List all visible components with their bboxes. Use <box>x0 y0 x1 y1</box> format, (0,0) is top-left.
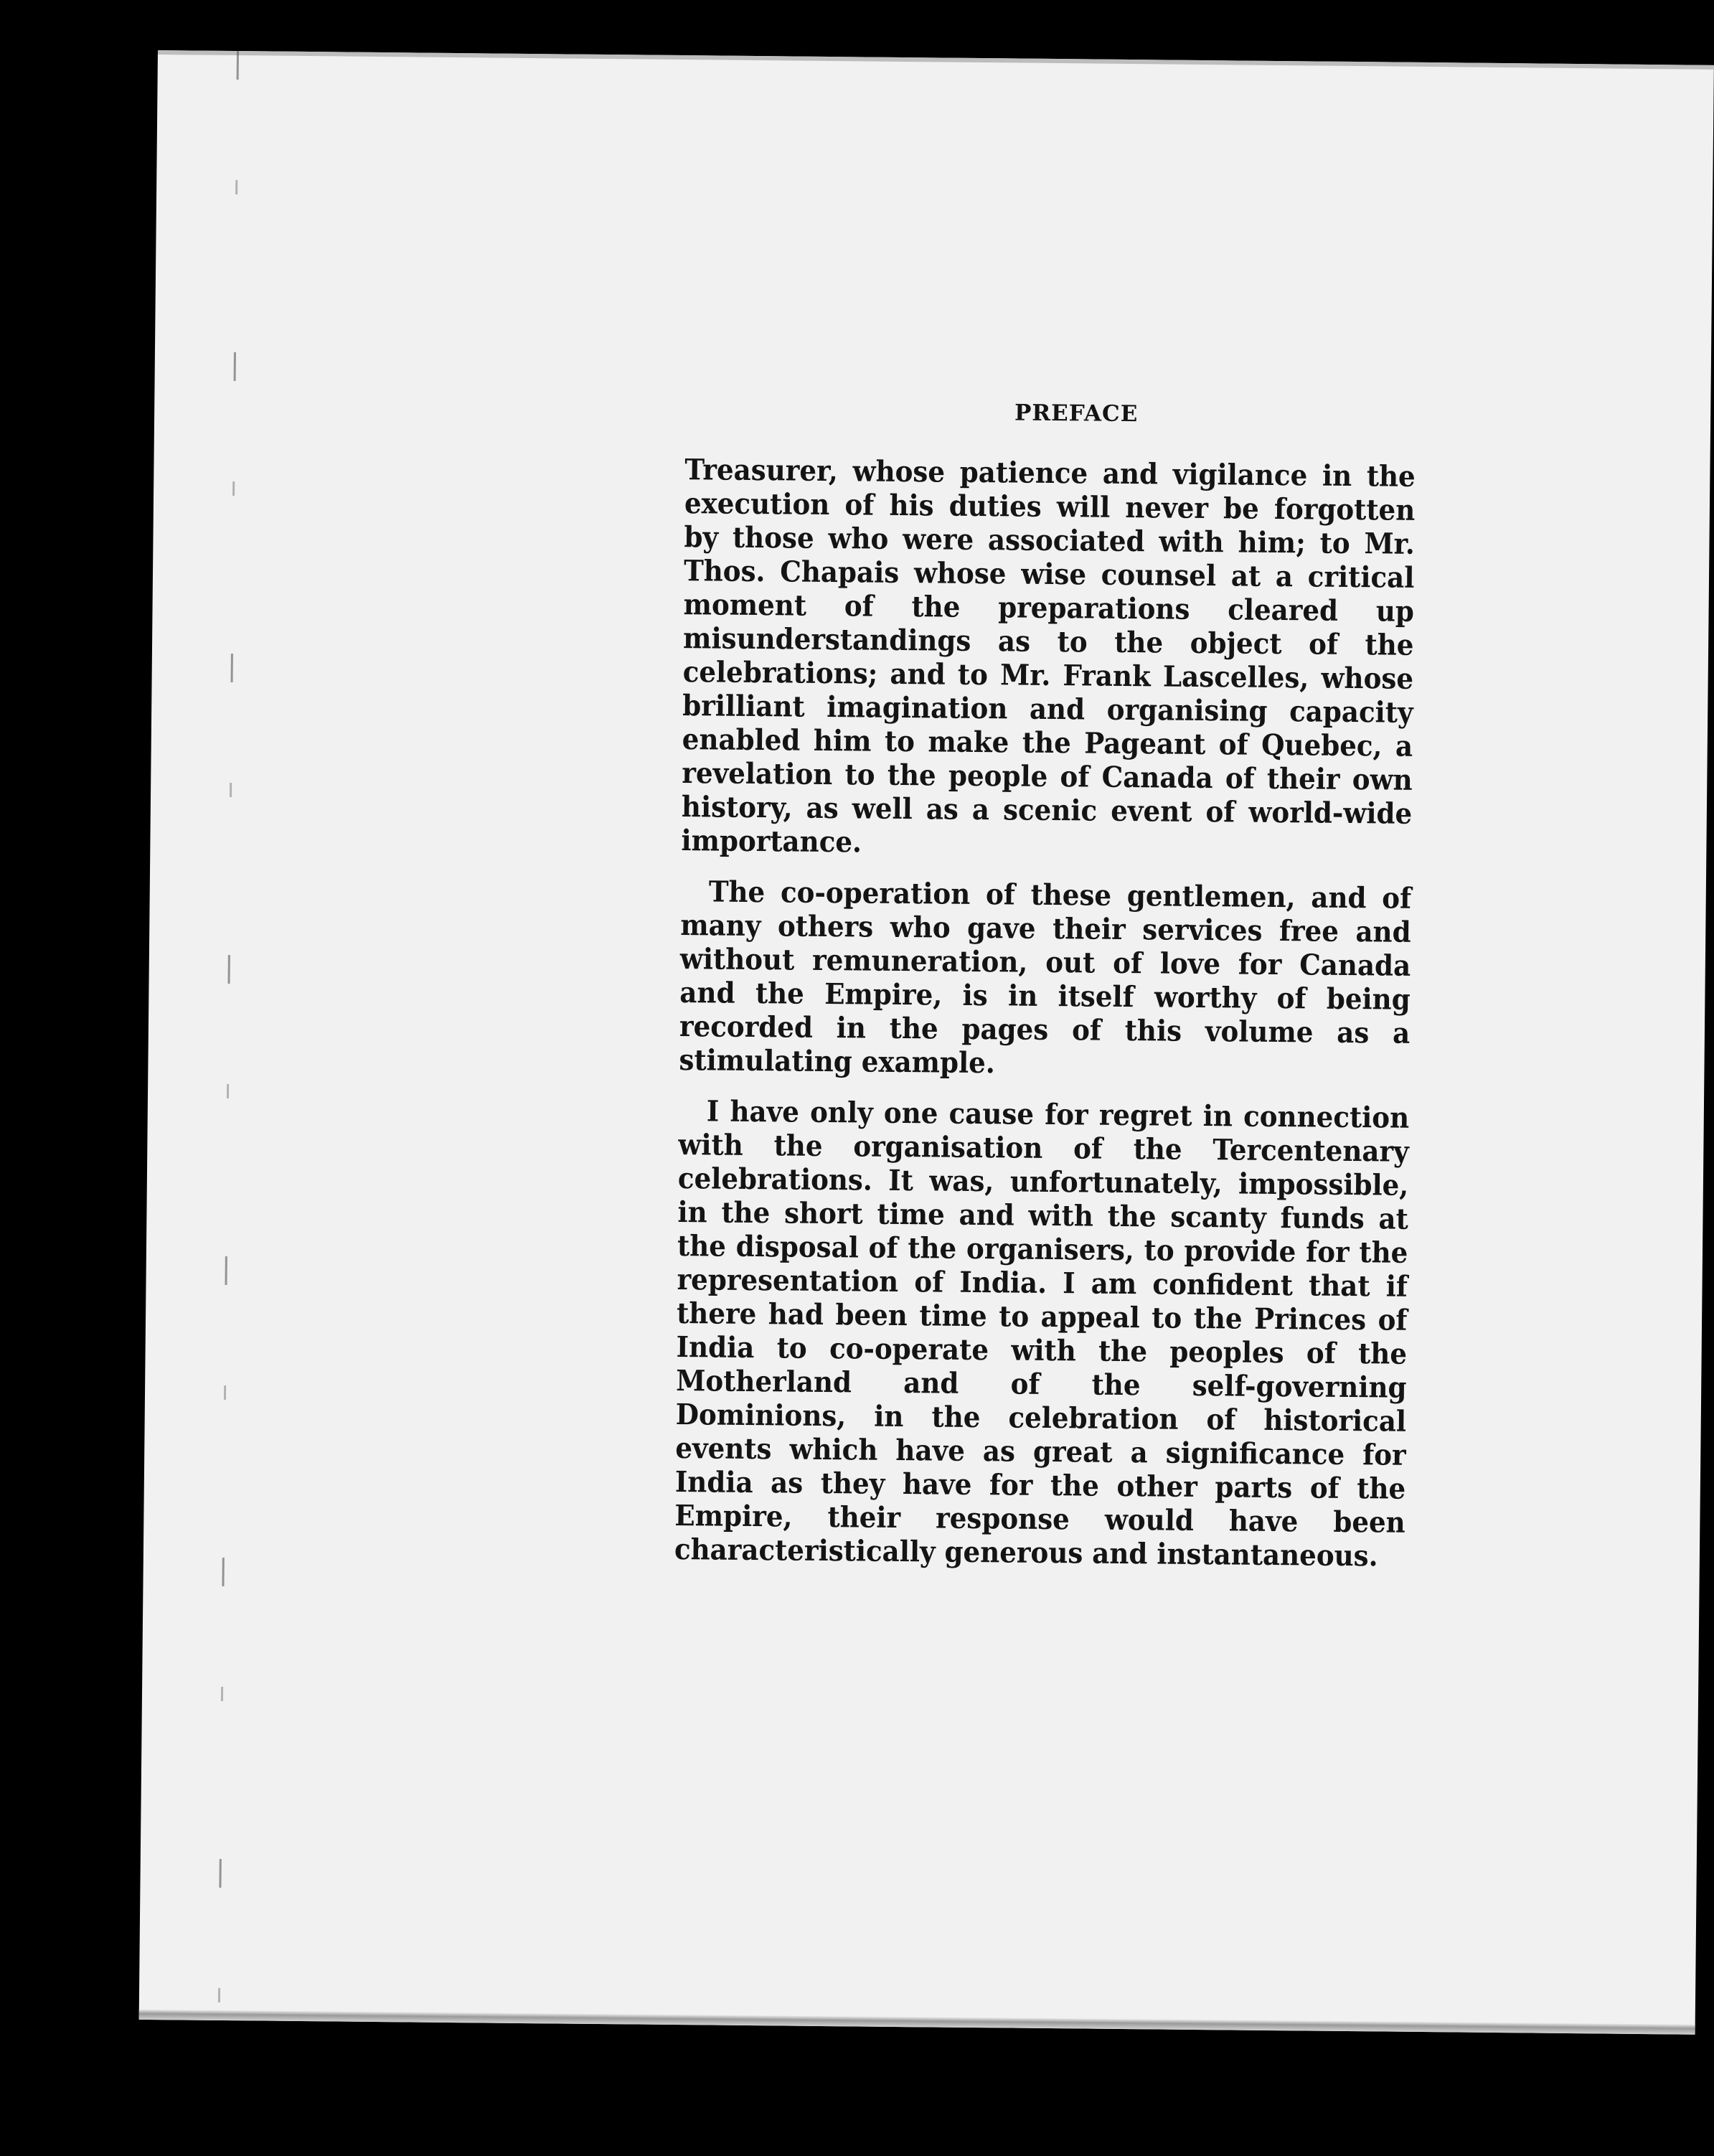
binding-gutter <box>218 51 239 2020</box>
paragraph-3: I have only one cause for regret in connection with the organisation of the Tercentenary celebrations. It was, unfortunately, impossible, in the short time and with the scanty funds at the disposal of the organisers, to provide for the representation of India. I am confident that if there had been time to appeal to the Princes of India to co-operate with the peoples of the Motherland and of the self-governing Dominions, in the celebration of historical events which have as great a significance for India as they have for the other parts of the Empire, their response would have been characteristically generous and instantaneous. <box>674 1094 1410 1573</box>
running-head: PREFACE <box>1014 400 1139 428</box>
text-block <box>674 397 1418 1573</box>
book-page <box>139 50 1714 2035</box>
page-bottom-edge <box>139 2010 1695 2035</box>
page-top-edge <box>158 50 1714 70</box>
paragraph-1: Treasurer, whose patience and vigilance in the execution of his duties will never be forgotten by those who were associated with him; to Mr. Thos. Chapais whose wise counsel at a critical moment of the preparations cleared up misunderstandings as to the object of the celebrations; and to Mr. Frank Lascelles, whose brilliant imagination and organising capacity enabled him to make the Pageant of Quebec, a revelation to the people of Canada of their own history, as well as a scenic event of world-wide importance. <box>681 453 1416 860</box>
paragraph-2: The co-operation of these gentlemen, and of many others who gave their services free and without remuneration, out of love for Canada and the Empire, is in itself worthy of being recorded in the pages of this volume as a stimulating example. <box>679 875 1412 1081</box>
